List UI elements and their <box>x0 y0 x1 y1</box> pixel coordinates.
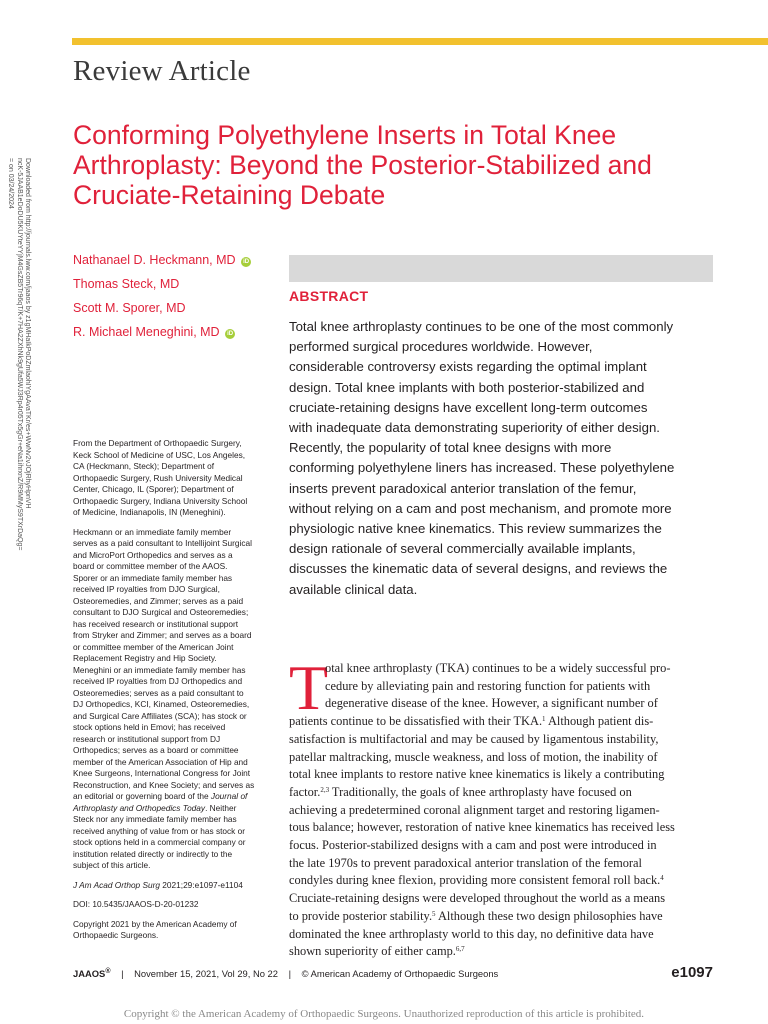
abstract-line: design rationale of several commercially available implants, <box>289 541 636 557</box>
author-meneghini[interactable] <box>73 324 273 348</box>
disclosure-line: serves as a paid consultant to Intellijoint Surgical <box>73 538 252 548</box>
abstract-line: considerable controversy exists regarding the optimal implant <box>289 359 647 375</box>
body-line: total knee implants to restore native knee kinematics is likely a contributing <box>289 767 665 782</box>
body-text-span: to provide posterior stability. <box>289 908 433 923</box>
disclosure-line: Heckmann or an immediate family member <box>73 526 232 537</box>
author-heckmann[interactable] <box>73 252 273 276</box>
body-text-span: Although patient dis- <box>545 714 654 729</box>
abstract-line: performed surgical procedures worldwide. However, <box>289 339 593 355</box>
body-line: tous balance; however, restoration of native knee kinematics has received less <box>289 820 675 835</box>
abstract-line: physiologic native knee kinematics. This review summarizes the <box>289 521 662 537</box>
copyright-notice-line: Copyright 2021 by the American Academy of <box>73 918 237 929</box>
body-line <box>289 713 709 731</box>
body-line: focus. Posterior-stabilized designs with a cam and post were introduced in <box>289 838 657 853</box>
reference-superscript[interactable]: 1 <box>542 715 546 724</box>
author-sporer[interactable] <box>73 300 273 324</box>
affiliation-line: From the Department of Orthopaedic Surgery, <box>73 438 242 448</box>
watermark-line: = on 03/24/2024 <box>7 158 15 209</box>
disclosure-line: Reconstruction, and Knee Society; and serves as <box>73 779 255 790</box>
page-number: e1097 <box>671 964 713 981</box>
abstract-line: without relying on a cam and post mechanism, and promote more <box>289 500 672 516</box>
disclosure-line: stock options held in a commercial company or <box>73 837 246 847</box>
body-text-span: Although these two design philosophies have <box>435 908 663 923</box>
disclosure-line: received anything of value from or has stock or <box>73 825 246 836</box>
title-line: Cruciate-Retaining Debate <box>73 180 386 210</box>
citation-journal: J Am Acad Orthop Surg <box>73 879 160 890</box>
disclosure-line: has received research or institutional support <box>73 618 239 629</box>
disclosure-line <box>73 791 283 803</box>
disclosure-line: Osteoremedies, and Zimmer; serves as a paid <box>73 595 244 606</box>
title-line: Conforming Polyethylene Inserts in Total Knee <box>73 120 617 150</box>
drop-cap: T <box>289 652 329 723</box>
author-name: Thomas Steck, MD <box>73 277 180 291</box>
author-name: R. Michael Meneghini, MD <box>73 325 220 339</box>
abstract-line: cruciate-retaining designs have excellent long-term outcomes <box>289 399 648 415</box>
copyright-notice-line: Orthopaedic Surgeons. <box>73 930 159 940</box>
body-text-span: condyles during knee flexion, providing more consistent femoral roll back. <box>289 873 661 888</box>
abstract-header-bar <box>289 255 713 282</box>
body-text-span: factor. <box>289 784 321 799</box>
title-line: Arthroplasty: Beyond the Posterior-Stabilized and <box>73 150 652 180</box>
disclosure-line: and MicroPort Orthopedics and serves as a <box>73 549 233 560</box>
reference-superscript[interactable]: 2,3 <box>320 785 330 794</box>
journal-name: Arthroplasty and Orthopedics Today <box>73 802 206 813</box>
author-steck[interactable] <box>73 276 273 300</box>
disclosure-line: research or institutional support from DJ <box>73 733 221 744</box>
disclosure-line: Meneghini or an immediate family member has <box>73 664 246 675</box>
author-list <box>73 252 273 348</box>
disclosure-line: Sporer or an immediate family member has <box>73 572 233 583</box>
disclosure-line: Osteoremedies; serves as a paid consultant to <box>73 687 244 698</box>
registered-mark: ® <box>105 968 111 975</box>
article-type-label: Review Article <box>73 55 251 87</box>
body-line: cedure by alleviating pain and restoring function for patients with <box>325 678 651 693</box>
watermark-line: Downloaded from http://journals.lww.com/jaaos by z1gMHaIkPoDZmlaohIYgAAvaTKr/es+WwNv2vJOjRhyHpnVH <box>24 158 32 509</box>
disclosure-line: and Surgical Care Affiliates (SCA); has stock or <box>73 710 247 721</box>
body-line <box>289 872 709 890</box>
journal-name: Journal of <box>210 791 248 801</box>
body-line: degenerative disease of the knee. However, a significant number of <box>325 696 658 711</box>
body-text <box>289 660 709 961</box>
author-name: Nathanael D. Heckmann, MD <box>73 253 236 267</box>
disclosure-line: Orthopedics; serves as a board or committee <box>73 745 239 755</box>
author-name: Scott M. Sporer, MD <box>73 301 186 315</box>
reference-superscript[interactable]: 4 <box>660 874 664 883</box>
affiliation-line: of Medicine, Indianapolis, IN (Meneghini). <box>73 507 226 517</box>
body-line: the late 1970s to prevent paradoxical anterior translation of the femoral <box>289 855 642 870</box>
footer-copyright: © American Academy of Orthopaedic Surgeons <box>301 968 499 979</box>
body-line: satisfaction is multifactorial and may be caused by ligamentous instability, <box>289 731 659 746</box>
disclosure-line <box>73 803 283 815</box>
body-line: Cruciate-retaining designs were developed throughout the world as a means <box>289 891 666 906</box>
affiliation-line: CA (Heckmann, Steck); Department of <box>73 461 215 471</box>
watermark-line: ncK-5JAAB1eDoDU5KUYteYYjM4GsZB5Tr96qT/K+7HA2ZXhNk9gUfa5WJ3Rp4r05Tx5gGr+eNa1ihrxnZ/R9MMyS9TXrDaQg= <box>15 158 23 551</box>
body-line <box>289 784 709 802</box>
disclosure-line: member of the American Association of Hip and <box>73 756 248 767</box>
body-line: dominated the knee arthroplasty world to this day, no definitive data have <box>289 926 654 941</box>
disclosure-text: an editorial or governing board of the <box>73 791 209 801</box>
abstract-body <box>289 317 719 600</box>
affiliation-line: Keck School of Medicine of USC, Los Angeles, <box>73 449 246 460</box>
orcid-icon[interactable]: iD <box>243 259 250 265</box>
body-text-span: patients continue to be dissatisfied with their TKA. <box>289 714 543 729</box>
abstract-line: design. Total knee implants with both posterior-stabilized and <box>289 379 645 395</box>
affiliation-line: Orthopaedic Surgery, Indiana University School <box>73 495 248 506</box>
disclosure-line: Replacement Registry and Hip Society. <box>73 653 217 663</box>
footer-separator: | <box>121 968 124 979</box>
body-line <box>289 908 709 926</box>
abstract-line: Total knee arthroplasty continues to be one of the most commonly <box>289 319 674 334</box>
footer-separator: | <box>288 968 292 979</box>
abstract-heading: ABSTRACT <box>289 288 369 304</box>
abstract-line: with inadequate data demonstrating superiority of either design. <box>289 420 660 436</box>
body-text-span: Traditionally, the goals of knee arthroplasty have focused on <box>329 784 632 799</box>
page-copyright-notice: Copyright © the American Academy of Orthopaedic Surgeons. Unauthorized reproduction of this article is prohibited. <box>123 1008 645 1020</box>
body-line: patellar maltracking, muscle weakness, and loss of motion, the inability of <box>289 749 658 764</box>
issue-date: November 15, 2021, Vol 29, No 22 <box>134 968 278 979</box>
disclosure-line: Steck nor any immediate family member has <box>73 814 237 824</box>
disclosure-line: stock options held in Emovi; has received <box>73 722 226 732</box>
body-text-span: shown superiority of either camp. <box>289 944 456 959</box>
body-line: achieving a predetermined coronal alignment target and restoring ligamen- <box>289 802 660 817</box>
disclosure-line: from Stryker and Zimmer; and serves as a board <box>73 630 252 640</box>
body-line <box>289 943 709 961</box>
disclosure-line: Knee Surgeons, International Congress for Joint <box>73 768 251 778</box>
abstract-line: Recently, the popularity of total knee designs with more <box>289 440 612 456</box>
affiliation-line: Orthopaedic Surgery, Rush University Medical <box>73 472 243 483</box>
abstract-line: conforming polyethylene liners has increased. These polyethylene <box>289 460 675 476</box>
affiliations-and-disclosures <box>73 438 283 942</box>
disclosure-text: . Neither <box>205 802 237 813</box>
citation-volume: 2021;29:e1097-e1104 <box>160 879 243 890</box>
journal-brand-text: JAAOS <box>73 968 106 979</box>
download-watermark-text <box>6 158 31 658</box>
reference-superscript[interactable]: 6,7 <box>455 945 465 954</box>
disclosure-line: subject of this article. <box>73 860 151 870</box>
affiliation-line: Center, Chicago, IL (Sporer); Department of <box>73 484 234 494</box>
abstract-line: available clinical data. <box>289 581 418 597</box>
disclosure-line: received IP royalties from DJO Surgical, <box>73 584 220 594</box>
page-footer <box>73 964 713 984</box>
body-line: otal knee arthroplasty (TKA) continues to be a widely successful pro- <box>325 661 671 675</box>
article-title <box>73 120 713 210</box>
abstract-line: discusses the kinematic data of several designs, and reviews the <box>289 561 668 577</box>
reference-superscript[interactable]: 5 <box>432 909 436 918</box>
orcid-icon[interactable]: iD <box>227 331 234 337</box>
top-accent-rule <box>72 38 768 45</box>
disclosure-line: DJ Orthopedics, KCI, Kinamed, Osteoremedies, <box>73 699 250 709</box>
disclosure-line: or committee member of the American Joint <box>73 641 234 652</box>
doi[interactable]: DOI: 10.5435/JAAOS-D-20-01232 <box>73 899 199 909</box>
abstract-line: inserts prevent paradoxical anterior translation of the femur, <box>289 480 637 496</box>
disclosure-line: board or committee member of the AAOS. <box>73 561 228 571</box>
disclosure-line: consultant to DJO Surgical and Osteoremedies; <box>73 607 249 617</box>
journal-brand <box>73 968 110 979</box>
disclosure-line: received IP royalties from DJ Orthopedics and <box>73 676 243 686</box>
disclosure-line: institution related directly or indirectly to the <box>73 848 233 859</box>
download-watermark-sidebar <box>0 0 60 700</box>
citation <box>73 880 283 892</box>
